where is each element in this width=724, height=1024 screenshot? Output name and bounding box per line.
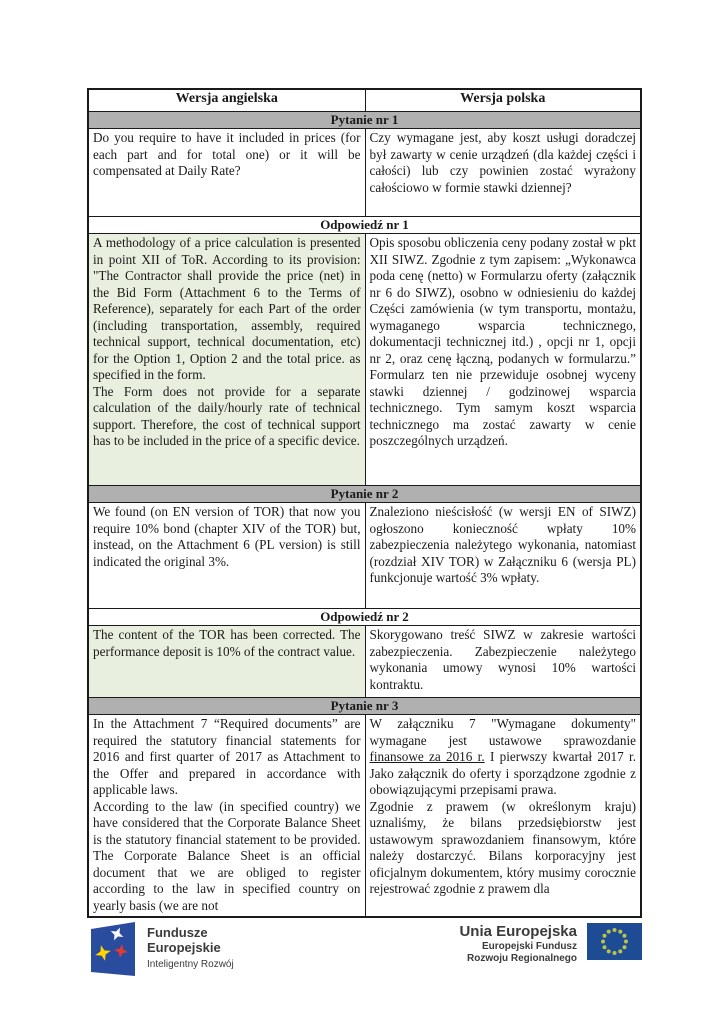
question-3-pl-paragraph-2: Zgodnie z prawem (w określonym kraju) uznaliśmy, że bilans przedsiębiorstw jest ustawowym sprawozdaniem finansowym, które należy dostarczyć. Bilans korporacyjny jest oficjalnym dokumentem, który musimy corocznie rejestrować zgodnie z prawem dla	[369, 798, 636, 896]
answer-2-pl-text: Skorygowano treść SIWZ w zakresie wartości zabezpieczenia. Zabezpieczenie należytego wykonania umowy wynosi 10% wartości kontraktu.	[369, 627, 636, 692]
question-1-en-text: Do you require to have it included in prices (for each part and for total one) or it will be compensated at Daily Rate?	[93, 130, 361, 178]
answer-1-row	[88, 234, 641, 486]
column-header-polish: Wersja polska	[365, 89, 641, 112]
fe-logo-line-2: Europejskie	[147, 940, 221, 955]
question-2-pl-text: Znaleziono nieścisłość (w wersji EN of SIWZ) ogłoszono konieczność wpłaty 10% zabezpieczenia należytego wykonania, natomiast (rozdział XIV TOR) w Załączniku 6 (wersja PL) funkcjonuje wartość 3% wpłaty.	[369, 504, 636, 585]
answer-1-en-paragraph-2: The Form does not provide for a separate calculation of the daily/hourly rate of technical support. Therefore, the cost of technical support has to be included in the price of a specific device.	[93, 383, 361, 448]
question-2-en-cell	[88, 503, 365, 609]
question-2-band	[88, 486, 641, 503]
question-3-band	[88, 698, 641, 715]
fe-logo-subtitle: Inteligentny Rozwój	[147, 959, 234, 970]
question-3-band-label: Pytanie nr 3	[88, 698, 641, 715]
question-1-band-label: Pytanie nr 1	[88, 112, 641, 129]
answer-1-pl-text: Opis sposobu obliczenia ceny podany został w pkt XII SIWZ. Zgodnie z tym zapisem: „Wykonawca poda cenę (netto) w Formularzu oferty (załącznik nr 6 do SIWZ), osobno w odniesieniu do każdej Części zamówienia (w tym transportu, montażu, wymaganego wsparcia technicznego, dokumentacji technicznej itd.) , opcji nr 1, opcji nr 2, oraz cenę łączną, podanych w formularzu.” Formularz ten nie przewiduje osobnej wyceny stawki dziennej / godzinowej wsparcia technicznego. Tym samym koszt wsparcia technicznego ma zostać zawarty w cenie poszczególnych urządzeń.	[369, 235, 636, 448]
table-header-row	[88, 89, 641, 112]
eu-flag-icon	[587, 923, 642, 960]
question-3-pl-part-underlined: finansowe za 2016 r.	[369, 749, 485, 764]
question-2-pl-cell	[365, 503, 641, 609]
fe-logo-text	[147, 920, 234, 971]
answer-2-row	[88, 626, 641, 698]
question-3-pl-paragraph-1	[370, 716, 637, 799]
answer-2-en-text: The content of the TOR has been corrected. The performance deposit is 10% of the contract value.	[93, 627, 361, 659]
question-1-band	[88, 112, 641, 129]
question-1-pl-text: Czy wymagane jest, aby koszt usługi doradczej był zawarty w cenie urządzeń (dla każdej części i całości) lub czy powinien zostać wyrażony całościowo w formie stawki dziennej?	[369, 130, 636, 195]
question-2-band-label: Pytanie nr 2	[88, 486, 641, 503]
answer-1-en-paragraph-1: A methodology of a price calculation is presented in point XII of ToR. According to its provision: "The Contractor shall provide the price (net) in the Bid Form (Attachment 6 to the Terms of Reference), separately for each Part of the order (including transportation, assembly, required technical support, technical documentation, etc) for the Option 1, Option 2 and the total price. as specified in the form.	[93, 235, 361, 382]
question-3-row	[88, 715, 641, 918]
answer-1-band	[88, 217, 641, 234]
question-1-row	[88, 129, 641, 217]
qa-table	[87, 88, 642, 918]
answer-2-band	[88, 609, 641, 626]
eu-logo-line-3: Rozwoju Regionalnego	[467, 953, 577, 964]
column-header-english: Wersja angielska	[88, 89, 365, 112]
answer-2-band-label: Odpowiedź nr 2	[88, 609, 641, 626]
fundusze-europejskie-logo	[90, 920, 234, 980]
unia-europejska-logo	[459, 920, 642, 965]
footer-logos	[90, 920, 642, 990]
eu-logo-text	[459, 923, 577, 965]
answer-2-pl-cell	[365, 626, 641, 698]
answer-2-en-cell	[88, 626, 365, 698]
question-2-en-text: We found (on EN version of TOR) that now you require 10% bond (chapter XIV of the TOR) but, instead, on the Attachment 6 (PL version) is still indicated the original 3%.	[93, 504, 361, 569]
answer-1-en-cell	[88, 234, 365, 486]
question-1-pl-cell	[365, 129, 641, 217]
question-3-en-cell	[88, 715, 365, 918]
question-3-pl-part-pre: W załączniku 7 "Wymagane dokumenty" wymagane jest ustawowe sprawozdanie	[369, 716, 636, 748]
question-3-pl-cell	[365, 715, 641, 918]
question-3-pl-part-post: I pierwszy kwartał 2017 r. Jako załącznik do oferty i sporządzone zgodnie z obowiązującymi przepisami prawa.	[369, 749, 636, 797]
answer-1-band-label: Odpowiedź nr 1	[88, 217, 641, 234]
question-2-row	[88, 503, 641, 609]
eu-logo-line-1: Unia Europejska	[459, 923, 577, 940]
answer-1-pl-cell	[365, 234, 641, 486]
question-3-en-paragraph-2: According to the law (in specified country) we have considered that the Corporate Balance Sheet is the statutory financial statement to be provided. The Corporate Balance Sheet is an official document that we are obliged to register according to the law in specified country on yearly basis (we are not	[93, 798, 361, 913]
fe-logo-line-1: Fundusze	[147, 925, 208, 940]
eu-logo-line-2: Europejski Fundusz	[481, 941, 577, 952]
question-3-en-paragraph-1: In the Attachment 7 “Required documents” are required the statutory financial statements for 2016 and first quarter of 2017 as Attachment to the Offer and prepared in accordance with applicable laws.	[93, 716, 361, 797]
question-1-en-cell	[88, 129, 365, 217]
fe-flag-icon	[90, 920, 136, 980]
